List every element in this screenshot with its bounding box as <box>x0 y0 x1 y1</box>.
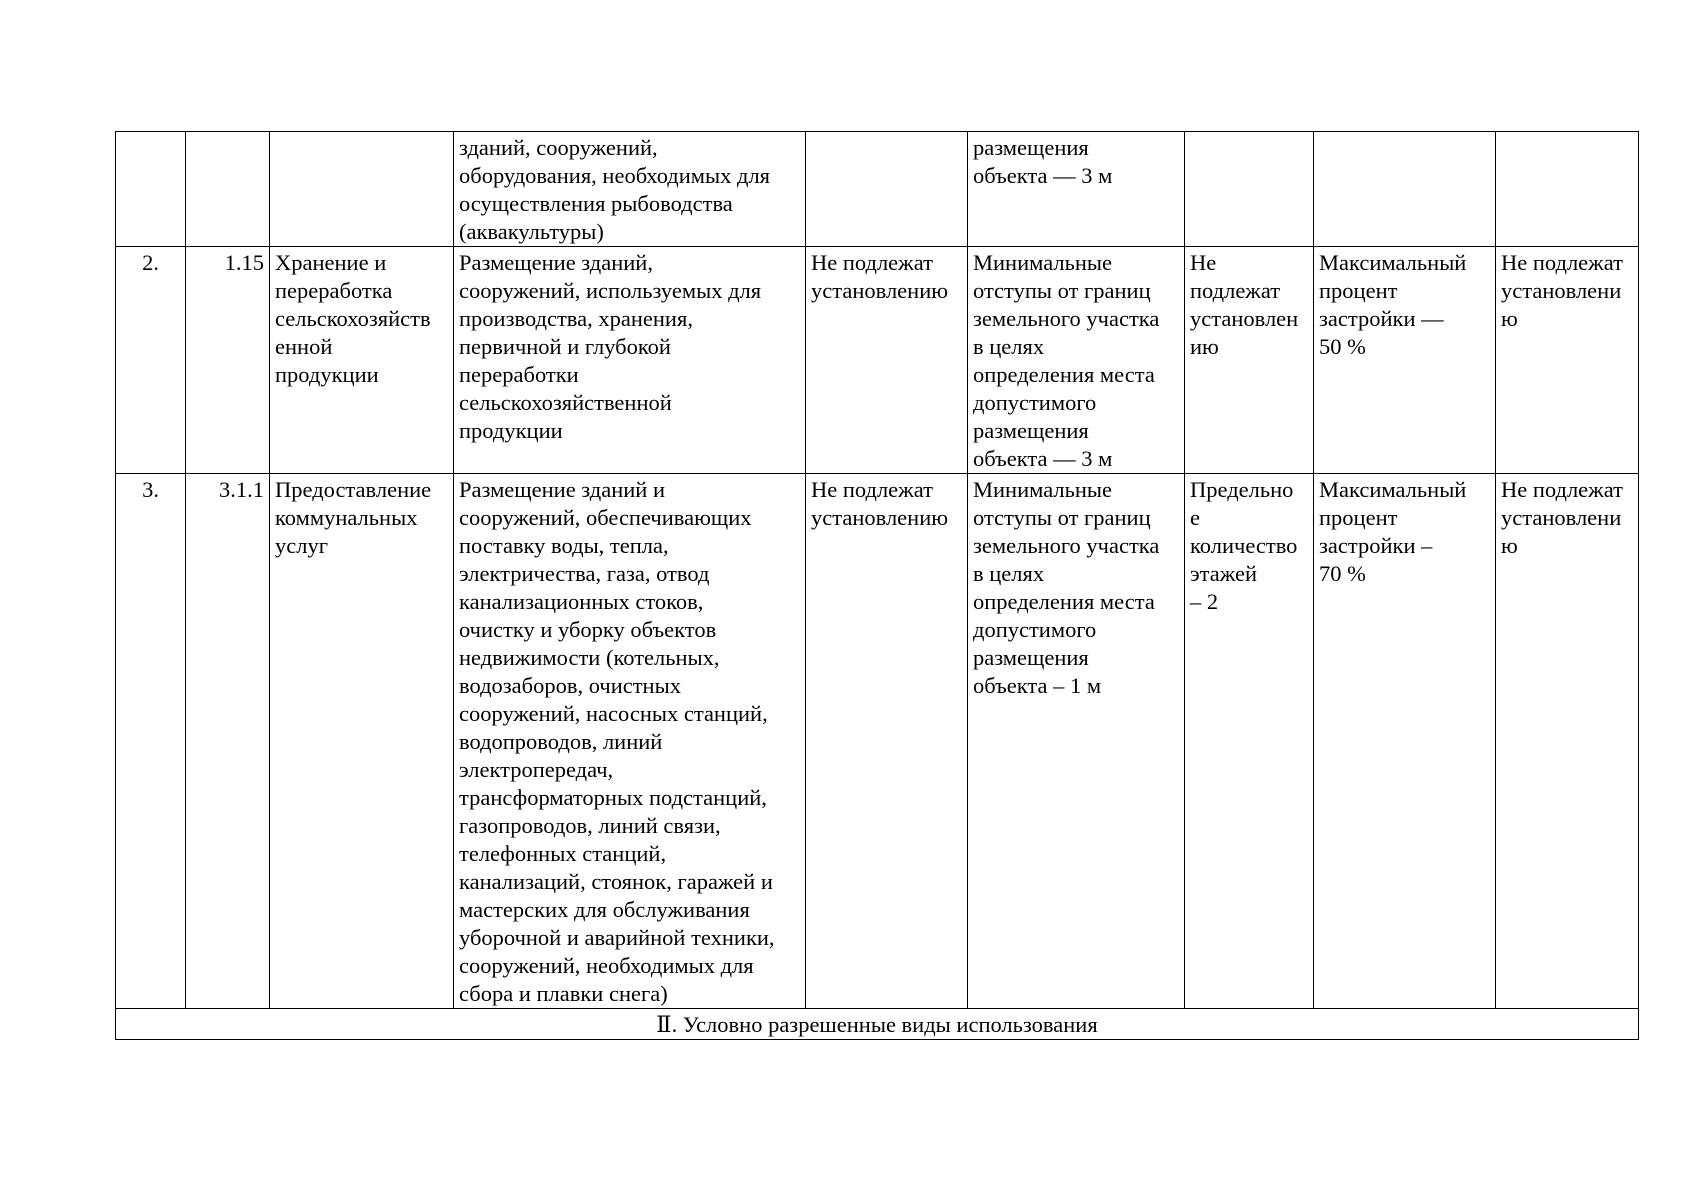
cell-text-line: в целях <box>973 561 1045 586</box>
cell-text-line: Хранение и <box>275 250 387 275</box>
row-number-cell <box>116 132 186 247</box>
use-description-cell <box>454 247 806 474</box>
section-heading-row <box>116 1009 1639 1040</box>
use-description-cell <box>454 132 806 247</box>
use-name-cell <box>270 247 454 474</box>
zoning-regulations-table <box>115 131 1639 1040</box>
section-heading: Ⅱ. Условно разрешенные виды использования <box>116 1009 1639 1040</box>
cell-text-line: установлени <box>1501 505 1622 530</box>
plot-size-cell <box>806 132 968 247</box>
cell-text-line: Предельно <box>1190 477 1294 502</box>
cell-text-line: продукции <box>275 362 379 387</box>
building-coverage-cell <box>1314 132 1496 247</box>
cell-text-line: Минимальные <box>973 477 1113 502</box>
cell-text-line: сооружений, обеспечивающих <box>459 505 752 530</box>
cell-text-line: количество <box>1190 533 1298 558</box>
cell-text-line: мастерских для обслуживания <box>459 897 750 922</box>
row-number-cell: 2. <box>116 247 186 474</box>
cell-text-line: производства, хранения, <box>459 306 693 331</box>
cell-text-line: земельного участка <box>973 533 1160 558</box>
cell-text-line: енной <box>275 334 333 359</box>
cell-text-line: определения места <box>973 589 1155 614</box>
cell-text-line: Размещение зданий, <box>459 250 653 275</box>
cell-text-line: поставку воды, тепла, <box>459 533 669 558</box>
plot-size-cell <box>806 474 968 1009</box>
use-description-cell <box>454 474 806 1009</box>
building-coverage-cell <box>1314 247 1496 474</box>
setbacks-cell <box>968 132 1185 247</box>
cell-text-line: установлени <box>1501 278 1622 303</box>
cell-text-line: осуществления рыбоводства <box>459 191 733 216</box>
cell-text-line: отступы от границ <box>973 505 1151 530</box>
cell-text-line: сельскохозяйств <box>275 306 431 331</box>
cell-text-line: Размещение зданий и <box>459 477 666 502</box>
cell-text-line: размещения <box>973 645 1089 670</box>
cell-text-line: размещения <box>973 418 1089 443</box>
classifier-code-cell: 3.1.1 <box>186 474 270 1009</box>
other-parameters-cell <box>1496 474 1639 1009</box>
row-number-cell: 3. <box>116 474 186 1009</box>
cell-text-line: Не подлежат <box>811 250 933 275</box>
cell-text-line: ю <box>1501 306 1518 331</box>
cell-text-line: телефонных станций, <box>459 841 667 866</box>
cell-text-line: сельскохозяйственной <box>459 390 672 415</box>
cell-text-line: определения места <box>973 362 1155 387</box>
cell-text-line: канализационных стоков, <box>459 589 704 614</box>
cell-text-line: зданий, сооружений, <box>459 135 658 160</box>
cell-text-line: коммунальных <box>275 505 418 530</box>
cell-text-line: сооружений, насосных станций, <box>459 701 768 726</box>
cell-text-line: Предоставление <box>275 477 432 502</box>
cell-text-line: канализаций, стоянок, гаражей и <box>459 869 773 894</box>
cell-text-line: водозаборов, очистных <box>459 673 681 698</box>
cell-text-line: электричества, газа, отвод <box>459 561 710 586</box>
cell-text-line: Не подлежат <box>1501 250 1623 275</box>
cell-text-line: объекта — 3 м <box>973 163 1113 188</box>
cell-text-line: подлежат <box>1190 278 1281 303</box>
cell-text-line: процент <box>1319 278 1398 303</box>
plot-size-cell <box>806 247 968 474</box>
cell-text-line: Максимальный <box>1319 250 1467 275</box>
cell-text-line: допустимого <box>973 617 1097 642</box>
cell-text-line: ю <box>1501 533 1518 558</box>
cell-text-line: недвижимости (котельных, <box>459 645 720 670</box>
use-name-cell <box>270 474 454 1009</box>
floors-cell <box>1185 247 1314 474</box>
cell-text-line: в целях <box>973 334 1045 359</box>
cell-text-line: установлению <box>811 278 949 303</box>
cell-text-line: услуг <box>275 533 328 558</box>
cell-text-line: ию <box>1190 334 1219 359</box>
cell-text-line: водопроводов, линий <box>459 729 663 754</box>
cell-text-line: допустимого <box>973 390 1097 415</box>
cell-text-line: 70 % <box>1319 561 1366 586</box>
cell-text-line: Максимальный <box>1319 477 1467 502</box>
other-parameters-cell <box>1496 132 1639 247</box>
cell-text-line: размещения <box>973 135 1089 160</box>
cell-text-line: оборудования, необходимых для <box>459 163 771 188</box>
cell-text-line: установлению <box>811 505 949 530</box>
cell-text-line: электропередач, <box>459 757 614 782</box>
floors-cell <box>1185 132 1314 247</box>
table-row <box>116 474 1639 1009</box>
cell-text-line: газопроводов, линий связи, <box>459 813 721 838</box>
table-row <box>116 247 1639 474</box>
cell-text-line: Не подлежат <box>811 477 933 502</box>
cell-text-line: земельного участка <box>973 306 1160 331</box>
cell-text-line: объекта — 3 м <box>973 446 1113 471</box>
setbacks-cell <box>968 247 1185 474</box>
cell-text-line: переработка <box>275 278 393 303</box>
cell-text-line: (аквакультуры) <box>459 219 604 244</box>
cell-text-line: переработки <box>459 362 579 387</box>
cell-text-line: объекта – 1 м <box>973 673 1102 698</box>
cell-text-line: установлен <box>1190 306 1299 331</box>
other-parameters-cell <box>1496 247 1639 474</box>
cell-text-line: очистку и уборку объектов <box>459 617 717 642</box>
cell-text-line: первичной и глубокой <box>459 334 671 359</box>
building-coverage-cell <box>1314 474 1496 1009</box>
setbacks-cell <box>968 474 1185 1009</box>
cell-text-line: сбора и плавки снега) <box>459 981 668 1006</box>
classifier-code-cell: 1.15 <box>186 247 270 474</box>
cell-text-line: Минимальные <box>973 250 1113 275</box>
cell-text-line: сооружений, необходимых для <box>459 953 754 978</box>
cell-text-line: застройки – <box>1319 533 1433 558</box>
cell-text-line: трансформаторных подстанций, <box>459 785 767 810</box>
cell-text-line: 50 % <box>1319 334 1366 359</box>
cell-text-line: – 2 <box>1190 589 1219 614</box>
cell-text-line: Не <box>1190 250 1217 275</box>
classifier-code-cell <box>186 132 270 247</box>
cell-text-line: сооружений, используемых для <box>459 278 762 303</box>
table-row <box>116 132 1639 247</box>
cell-text-line: Не подлежат <box>1501 477 1623 502</box>
cell-text-line: е <box>1190 505 1200 530</box>
cell-text-line: этажей <box>1190 561 1258 586</box>
cell-text-line: уборочной и аварийной техники, <box>459 925 775 950</box>
cell-text-line: застройки — <box>1319 306 1444 331</box>
use-name-cell <box>270 132 454 247</box>
floors-cell <box>1185 474 1314 1009</box>
cell-text-line: отступы от границ <box>973 278 1151 303</box>
cell-text-line: процент <box>1319 505 1398 530</box>
cell-text-line: продукции <box>459 418 563 443</box>
